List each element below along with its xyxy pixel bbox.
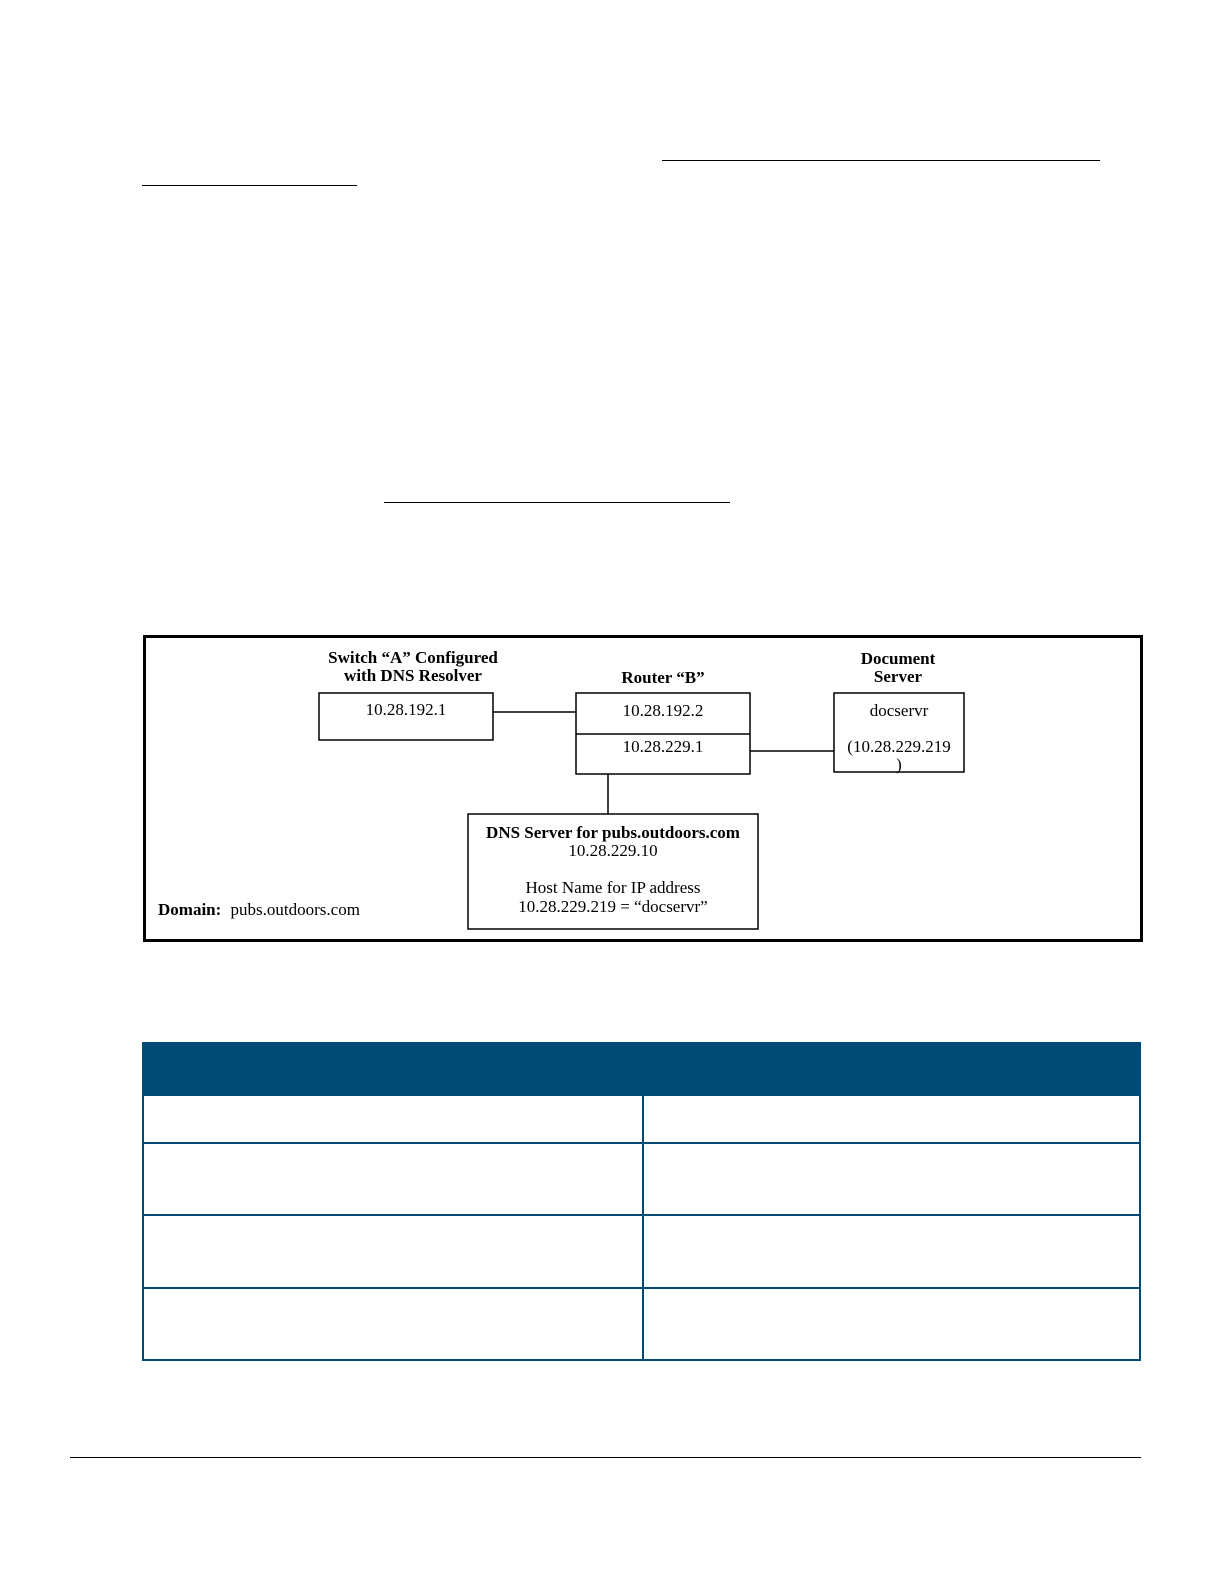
doc-server-ip-line1: (10.28.229.219	[847, 737, 951, 756]
table-row	[143, 1143, 1140, 1215]
table-cell	[643, 1095, 1140, 1143]
table-row	[143, 1215, 1140, 1287]
link-underline	[384, 502, 730, 503]
link-underline	[662, 160, 1100, 161]
network-diagram-svg	[146, 638, 1140, 939]
table-header-row	[143, 1043, 1140, 1095]
table-header-cell	[643, 1043, 1140, 1095]
table-cell	[143, 1215, 643, 1287]
switch-a-ip: 10.28.192.1	[365, 700, 447, 719]
dns-server-mapping-line2: 10.28.229.219 = “docservr”	[518, 897, 708, 916]
doc-server-title-line2: Server	[873, 667, 923, 686]
domain-label: Domain:	[158, 900, 222, 919]
switch-a-title-line2: with DNS Resolver	[344, 666, 482, 685]
table-cell	[643, 1143, 1140, 1215]
table-cell	[643, 1288, 1140, 1360]
footer-divider	[70, 1457, 1141, 1458]
dns-server-ip: 10.28.229.10	[568, 841, 658, 860]
table-cell	[643, 1215, 1140, 1287]
data-table	[142, 1042, 1141, 1361]
dns-server-title: DNS Server for pubs.outdoors.com	[486, 823, 740, 842]
router-b-ip-top: 10.28.192.2	[622, 701, 704, 720]
network-diagram	[143, 635, 1143, 942]
switch-a-title-line1: Switch “A” Configured	[328, 648, 498, 667]
router-b-title: Router “B”	[621, 668, 705, 687]
dns-server-mapping-line1: Host Name for IP address	[525, 878, 701, 897]
table-cell	[143, 1095, 643, 1143]
table-header-cell	[143, 1043, 643, 1095]
table-row	[143, 1288, 1140, 1360]
doc-server-title-line1: Document	[860, 649, 936, 668]
table-cell	[143, 1143, 643, 1215]
doc-server-ip-line2: )	[896, 755, 902, 774]
domain-value: pubs.outdoors.com	[230, 900, 360, 919]
table-row	[143, 1095, 1140, 1143]
table-cell	[143, 1288, 643, 1360]
link-underline	[142, 185, 357, 186]
doc-server-hostname: docservr	[869, 701, 929, 720]
router-b-ip-bottom: 10.28.229.1	[622, 737, 704, 756]
domain-caption	[158, 900, 360, 919]
